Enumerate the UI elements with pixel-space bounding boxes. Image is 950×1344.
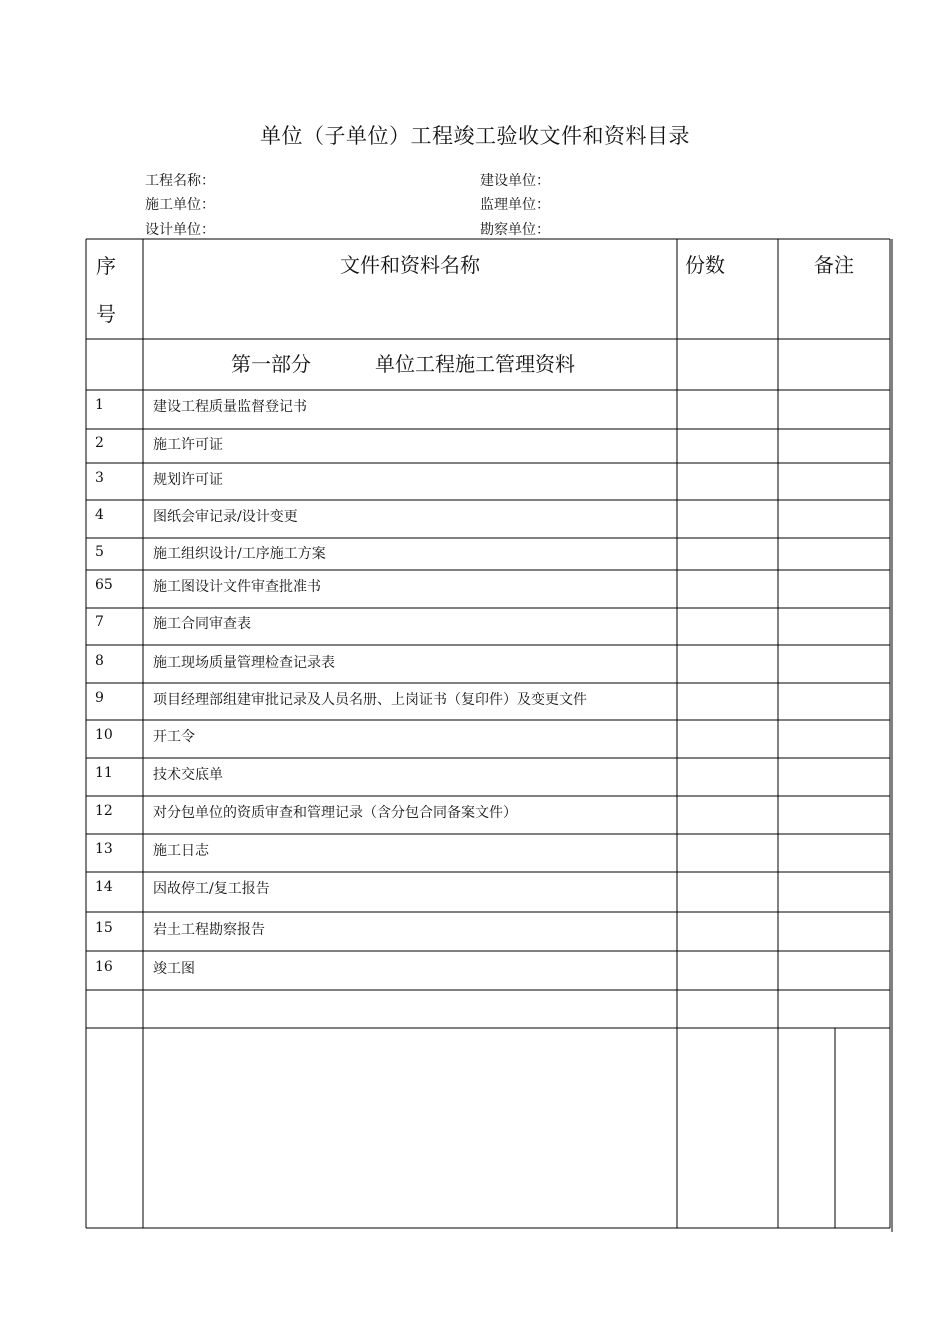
document-title: 单位（子单位）工程竣工验收文件和资料目录 [260,124,690,148]
row-number: 3 [95,470,104,486]
row-document-name: 因故停工/复工报告 [153,881,270,897]
row-document-name: 施工合同审查表 [153,616,251,632]
row-number: 10 [95,727,113,743]
row-number: 65 [95,577,113,593]
survey-unit-label: 勘察单位： [480,222,550,238]
row-number: 8 [95,653,104,669]
row-document-name: 技术交底单 [153,767,223,783]
row-document-name: 建设工程质量监督登记书 [153,399,307,415]
row-number: 14 [95,879,113,895]
row-number: 4 [95,507,104,523]
row-number: 11 [95,765,113,781]
row-number: 7 [95,614,104,630]
project-name-label: 工程名称： [145,173,215,189]
supervisor-unit-label: 监理单位： [480,197,550,213]
row-number: 9 [95,690,104,706]
header-copies: 份数 [685,253,725,277]
design-unit-label: 设计单位： [145,222,215,238]
builder-unit-label: 施工单位： [145,197,215,213]
header-document-name: 文件和资料名称 [340,253,480,277]
row-document-name: 施工图设计文件审查批准书 [153,579,321,595]
row-document-name: 开工令 [153,729,195,745]
row-number: 15 [95,920,113,936]
row-number: 13 [95,841,113,857]
header-seq-line1: 序 [96,254,116,278]
row-document-name: 对分包单位的资质审查和管理记录（含分包合同备案文件） [153,805,517,821]
row-number: 2 [95,435,104,451]
row-document-name: 竣工图 [153,961,195,977]
header-seq-line2: 号 [96,302,116,326]
row-number: 12 [95,803,113,819]
header-remarks: 备注 [814,253,854,277]
row-number: 1 [95,397,104,413]
row-number: 16 [95,959,113,975]
part1-label: 第一部分 [231,352,311,376]
row-document-name: 项目经理部组建审批记录及人员名册、上岗证书（复印件）及变更文件 [153,692,587,708]
row-document-name: 岩土工程勘察报告 [153,922,265,938]
row-number: 5 [95,544,104,560]
row-document-name: 规划许可证 [153,472,223,488]
row-document-name: 施工日志 [153,843,209,859]
row-document-name: 图纸会审记录/设计变更 [153,509,298,525]
row-document-name: 施工现场质量管理检查记录表 [153,655,335,671]
row-document-name: 施工许可证 [153,437,223,453]
row-document-name: 施工组织设计/工序施工方案 [153,546,326,562]
construction-unit-label: 建设单位： [480,173,550,189]
part1-title: 单位工程施工管理资料 [375,352,575,376]
